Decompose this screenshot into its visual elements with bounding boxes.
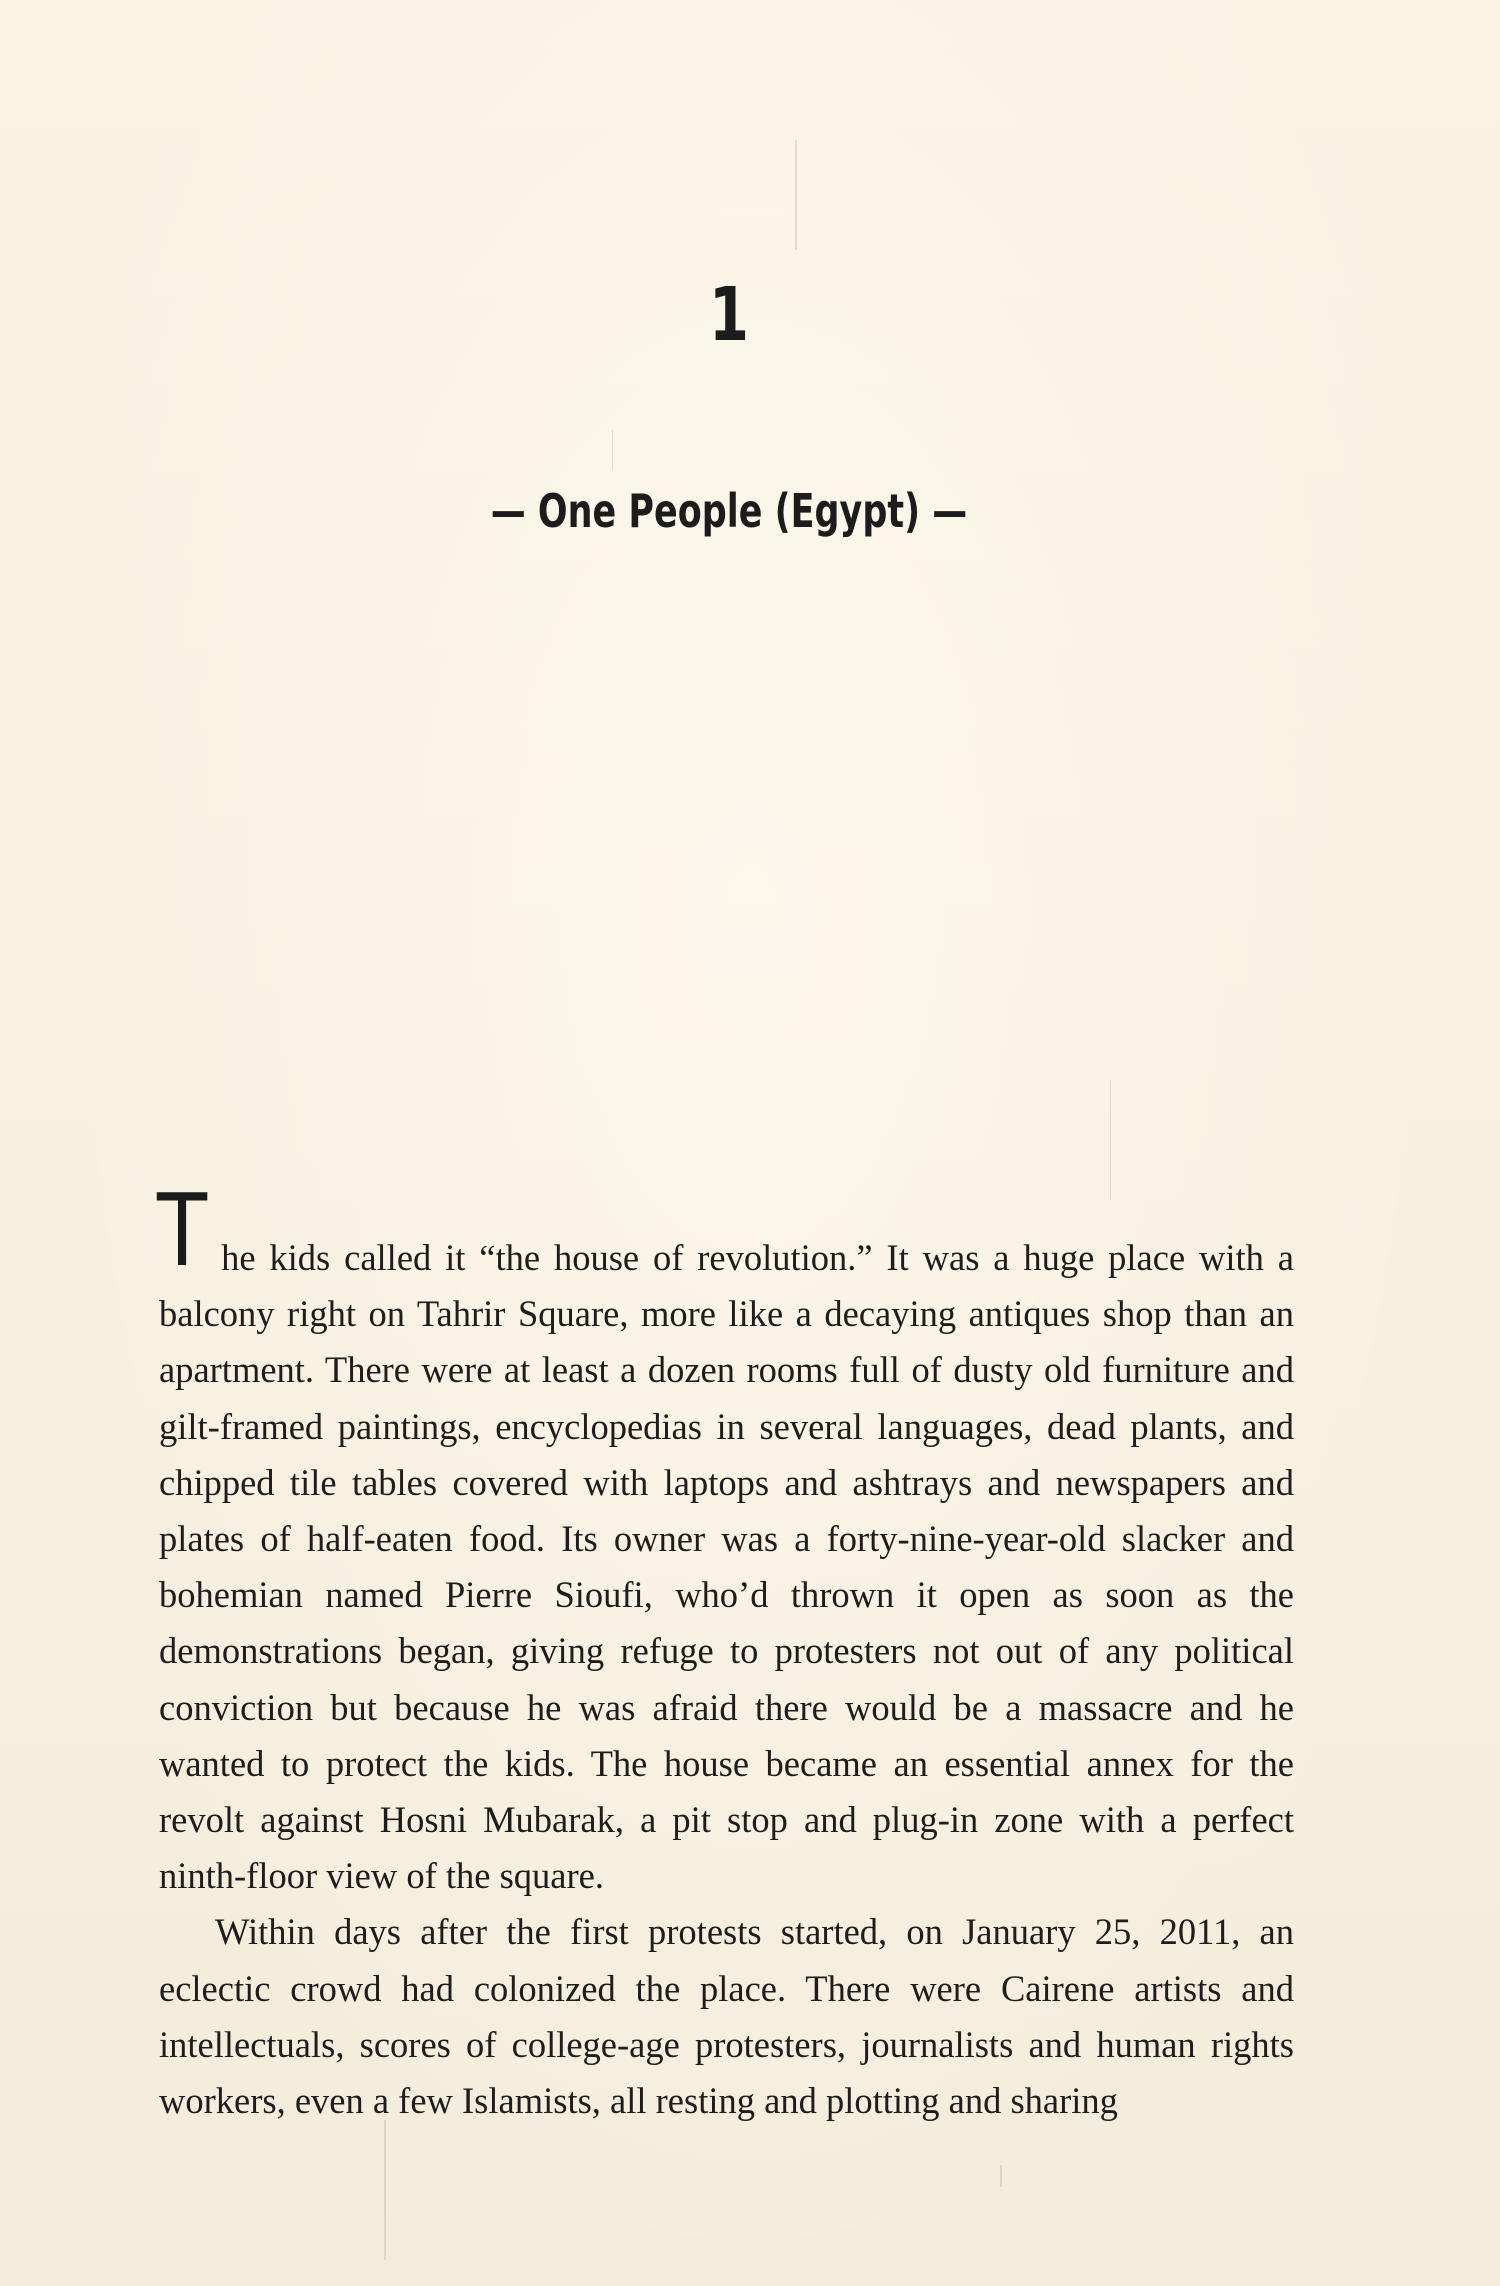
paragraph-2: Within days after the first protests started, on January 25, 2011, an eclectic crowd had colonized the place. There were Cairene artists and intellectuals, scores of college-age protesters, journalists and human rights workers, even a few Islamists, all resting and plotting and sharing xyxy=(159,1911,1294,2122)
scan-artifact xyxy=(384,2120,386,2260)
scan-artifact xyxy=(612,430,613,470)
scan-artifact xyxy=(795,140,797,250)
paragraph-1 xyxy=(157,1172,1294,1904)
scan-artifact xyxy=(1110,1080,1111,1200)
drop-cap: T xyxy=(157,1172,208,1289)
scan-artifact xyxy=(1000,2165,1002,2187)
paragraph-1-text: he kids called it “the house of revolution.” It was a huge place with a balcony right on Tahrir Square, more like a decaying antiques shop than an apartment. There were at least a dozen rooms full of dusty old furniture and gilt-framed paintings, encyclopedias in several languages, dead plants, and chipped tile tables covered with laptops and ashtrays and newspapers and plates of half-eaten food. Its owner was a forty-nine-year-old slacker and bohemian named Pierre Sioufi, who’d thrown it open as soon as the demonstrations began, giving refuge to protesters not out of any political conviction but because he was afraid there would be a massacre and he wanted to protect the kids. The house became an essential annex for the revolt against Hosni Mubarak, a pit stop and plug-in zone with a perfect ninth-floor view of the square. xyxy=(159,1237,1294,1897)
chapter-title: — One People (Egypt) — xyxy=(490,484,968,538)
chapter-number: 1 xyxy=(708,272,750,358)
chapter-body xyxy=(157,1172,1294,2129)
